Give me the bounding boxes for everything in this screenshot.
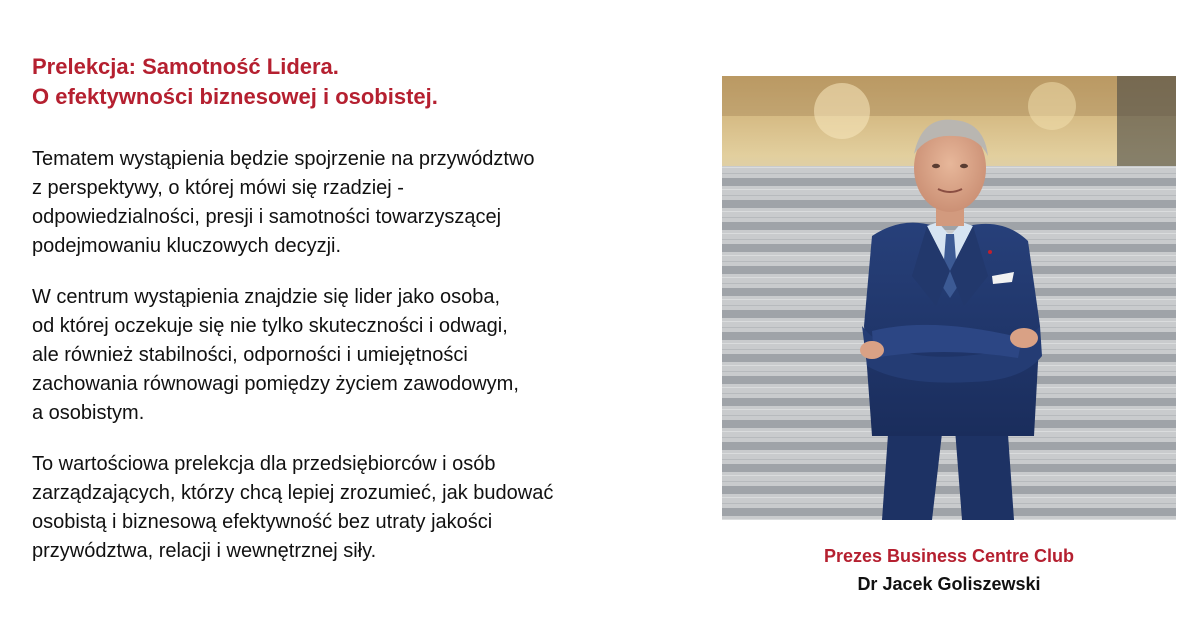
lecture-title-line-2: O efektywności biznesowej i osobistej. (32, 84, 438, 109)
description-paragraph-1 (32, 145, 692, 261)
paragraph-line: ale również stabilności, odporności i umiejętności (32, 344, 468, 366)
lecture-title (32, 52, 692, 112)
paragraph-line: osobistą i biznesową efektywność bez utraty jakości (32, 511, 493, 533)
speaker-portrait-illustration (722, 76, 1176, 520)
description-paragraph-2 (32, 283, 692, 428)
speaker-portrait-photo (722, 76, 1176, 520)
paragraph-line: podejmowaniu kluczowych decyzji. (32, 235, 342, 257)
paragraph-line: od której oczekuje się nie tylko skuteczności i odwagi, (32, 315, 508, 337)
speaker-name: Dr Jacek Goliszewski (857, 574, 1041, 594)
paragraph-line: a osobistym. (32, 402, 145, 424)
paragraph-line: zachowania równowagi pomiędzy życiem zawodowym, (32, 373, 519, 395)
paragraph-line: przywództwa, relacji i wewnętrznej siły. (32, 540, 377, 562)
paragraph-line: To wartościowa prelekcja dla przedsiębiorców i osób (32, 453, 496, 475)
paragraph-line: odpowiedzialności, presji i samotności towarzyszącej (32, 206, 502, 228)
description-paragraph-3 (32, 450, 692, 566)
paragraph-line: z perspektywy, o której mówi się rzadziej - (32, 177, 404, 199)
paragraph-line: Tematem wystąpienia będzie spojrzenie na przywództwo (32, 148, 535, 170)
speaker-role: Prezes Business Centre Club (823, 546, 1075, 566)
paragraph-line: W centrum wystąpienia znajdzie się lider jako osoba, (32, 286, 500, 308)
paragraph-line: zarządzających, którzy chcą lepiej zrozumieć, jak budować (32, 482, 554, 504)
lecture-title-line-1: Prelekcja: Samotność Lidera. (32, 54, 339, 79)
